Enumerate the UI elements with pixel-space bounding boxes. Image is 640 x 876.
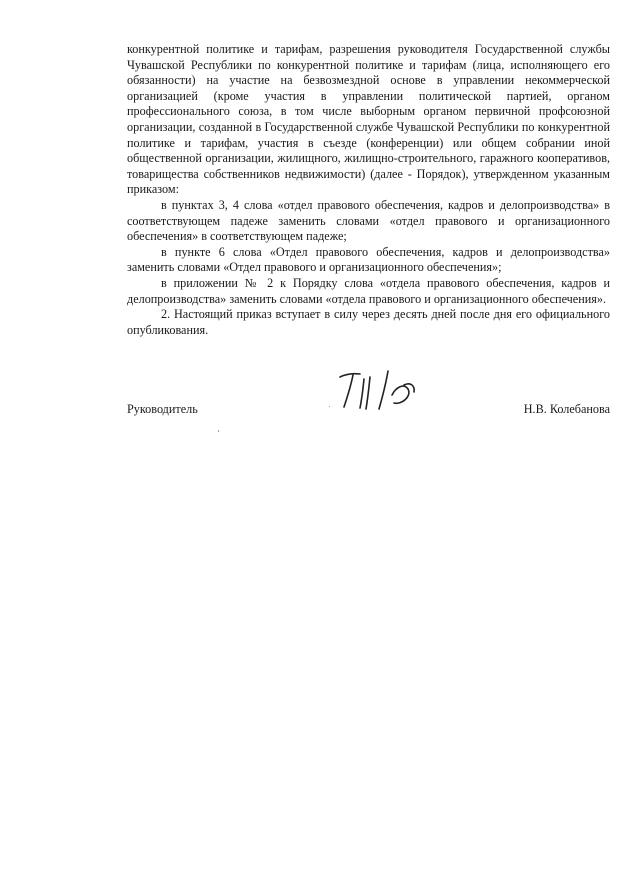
signatory-title: Руководитель (127, 402, 198, 416)
paragraph-amendment-points-3-4: в пунктах 3, 4 слова «отдел правового обеспечения, кадров и делопроизводства» в соответствующем падеже заменить словами «отдел правового и организационного обеспечения» в соответствующем падеже; (127, 197, 610, 244)
document-body (127, 42, 610, 338)
scan-speck (329, 406, 330, 407)
paragraph-procedure-title: конкурентной политике и тарифам, разрешения руководителя Государственной службы Чувашской Республики по конкурентной политике и тарифам (лица, исполняющего его обязанности) на участие на безвозмездной основе в управлении некоммерческой организацией (кроме участия в управлении политической партией, органом профессионального союза, в том числе выборным органом первичной профсоюзной организации, созданной в Государственной службе Чувашской Республики по конкурентной политике и тарифам, участия в съезде (конференции) или общем собрании иной общественной организации, жилищного, жилищно-строительного, гаражного кооперативов, товарищества собственников недвижимости) (далее - Порядок), утвержденном указанным приказом: (127, 42, 610, 197)
paragraph-amendment-point-6: в пункте 6 слова «Отдел правового обеспечения, кадров и делопроизводства» заменить словами «Отдел правового и организационного обеспечения»; (127, 244, 610, 275)
handwritten-signature (330, 365, 425, 413)
paragraph-effective-date: 2. Настоящий приказ вступает в силу через десять дней после дня его официального опубликования. (127, 307, 610, 337)
paragraph-amendment-appendix-2: в приложении № 2 к Порядку слова «отдела правового обеспечения, кадров и делопроизводства» заменить словами «отдела правового и организационного обеспечения». (127, 275, 610, 306)
signatory-name: Н.В. Колебанова (523, 402, 610, 416)
scan-speck (218, 430, 219, 432)
